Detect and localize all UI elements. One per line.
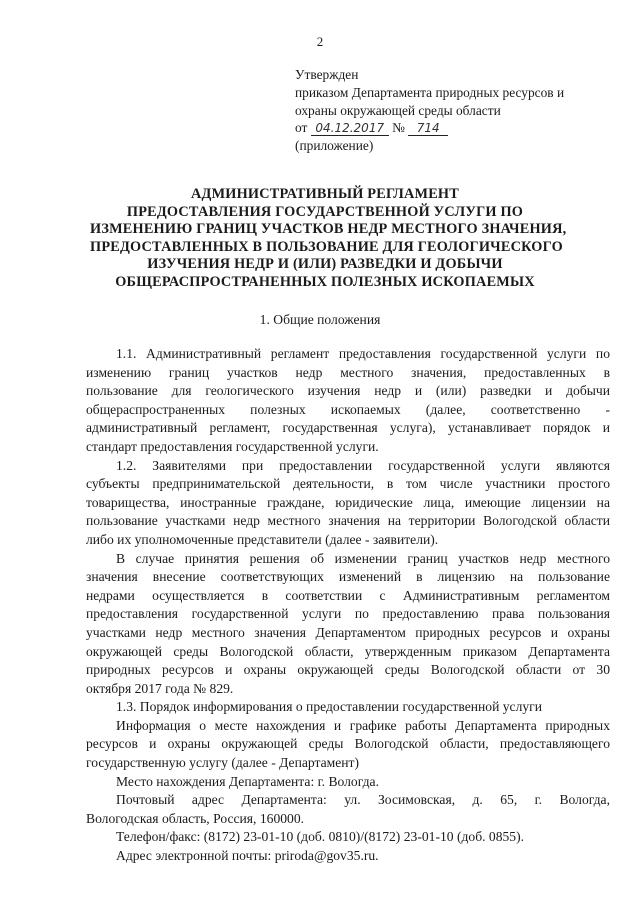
approval-line: Утвержден [295,67,359,82]
handwritten-number: 714 [416,121,440,136]
body-line: стандарт предоставления государственной услуги. [86,438,379,454]
body-line: природных ресурсов и охраны окружающей среды Вологодской области от 30 [86,662,610,678]
body-line: пользование участками недр местного значения на территории Вологодской области [86,513,610,529]
body-line: Почтовый адрес Департамента: ул. Зосимовская, д. 65, г. Вологда, [116,792,610,808]
body-line: 1.1. Административный регламент предоставления государственной услуги по [116,346,610,361]
title-line: ОБЩЕРАСПРОСТРАНЕННЫХ ПОЛЕЗНЫХ ИСКОПАЕМЫХ [115,273,535,290]
body-line: субъекты предпринимательской деятельности, в том числе участники простого [86,476,610,492]
title-line: АДМИНИСТРАТИВНЫЙ РЕГЛАМЕНТ [191,186,459,202]
document-title [90,186,567,291]
body-line: изменению границ участков недр местного значения, предоставленных в [86,364,610,380]
body-line: значения внесение соответствующих изменений в лицензию на пользование [86,569,610,585]
number-sign: № [392,120,405,136]
body-line: государственную услугу (далее - Департамент) [86,755,360,771]
approval-date-line [295,119,615,137]
body-line: ресурсов и охраны окружающей среды Вологодской области, предоставляющего [86,736,610,752]
body-line: В случае принятия решения об изменении границ участков недр местного [116,550,610,566]
body-line: Вологодская область, Россия, 160000. [86,810,305,826]
approval-stamp [295,66,615,155]
body-line: общераспространенных полезных ископаемых (далее, соответственно - [86,401,610,417]
body-line: предоставления государственной услуги по предоставлению права пользования [86,606,610,622]
body-line: Место нахождения Департамента: г. Вологда. [116,773,379,789]
body-line: товарищества, иностранные граждане, юридические лица, имеющие лицензии на [86,494,610,510]
appendix-label: (приложение) [295,138,374,154]
title-line: ИЗУЧЕНИЯ НЕДР И (ИЛИ) РАЗВЕДКИ И ДОБЫЧИ [147,256,503,272]
approval-line: приказом Департамента природных ресурсов и [295,84,565,100]
body-line: Телефон/факс: (8172) 23-01-10 (доб. 0810)/(8172) 23-01-10 (доб. 0855). [116,829,525,845]
approval-line: охраны окружающей среды области [295,102,501,118]
body-line: либо их уполномоченные представители (далее - заявители). [86,531,439,547]
section-heading: 1. Общие положения [259,312,381,327]
body-line: октября 2017 года № 829. [86,680,234,696]
body-line: административный регламент, государственная услуга), устанавливает порядок и [86,420,610,436]
body-line: 1.3. Порядок информирования о предоставлении государственной услуги [116,699,543,715]
title-line: ИЗМЕНЕНИЮ ГРАНИЦ УЧАСТКОВ НЕДР МЕСТНОГО ЗНАЧЕНИЯ, [90,221,567,237]
body-line: участками недр местного значения Департаментом природных ресурсов и охраны [86,624,610,640]
date-prefix: от [295,120,308,136]
title-line: ПРЕДОСТАВЛЕНИЯ ГОСУДАРСТВЕННОЙ УСЛУГИ ПО [126,203,524,220]
body-line: пользование для геологического изучения недр и (или) разведки и добычи [86,383,610,399]
body-line: 1.2. Заявителями при предоставлении государственной услуги являются [116,457,610,473]
title-line: ПРЕДОСТАВЛЕННЫХ В ПОЛЬЗОВАНИЕ ДЛЯ ГЕОЛОГИЧЕСКОГО [90,238,563,255]
page-number: 2 [316,34,324,49]
body-line: Адрес электронной почты: priroda@gov35.ru. [116,848,379,864]
body-line: недрами осуществляется в соответствии с Административным регламентом [86,587,610,603]
handwritten-date: 04.12.2017 [315,121,385,136]
body-line: окружающей среды Вологодской области, утвержденным приказом Департамента [86,643,610,659]
body-line: Информация о месте нахождения и графике работы Департамента природных [116,717,610,733]
handwritten-number-field [408,121,448,136]
handwritten-date-field [311,121,389,136]
body-text [86,345,610,866]
